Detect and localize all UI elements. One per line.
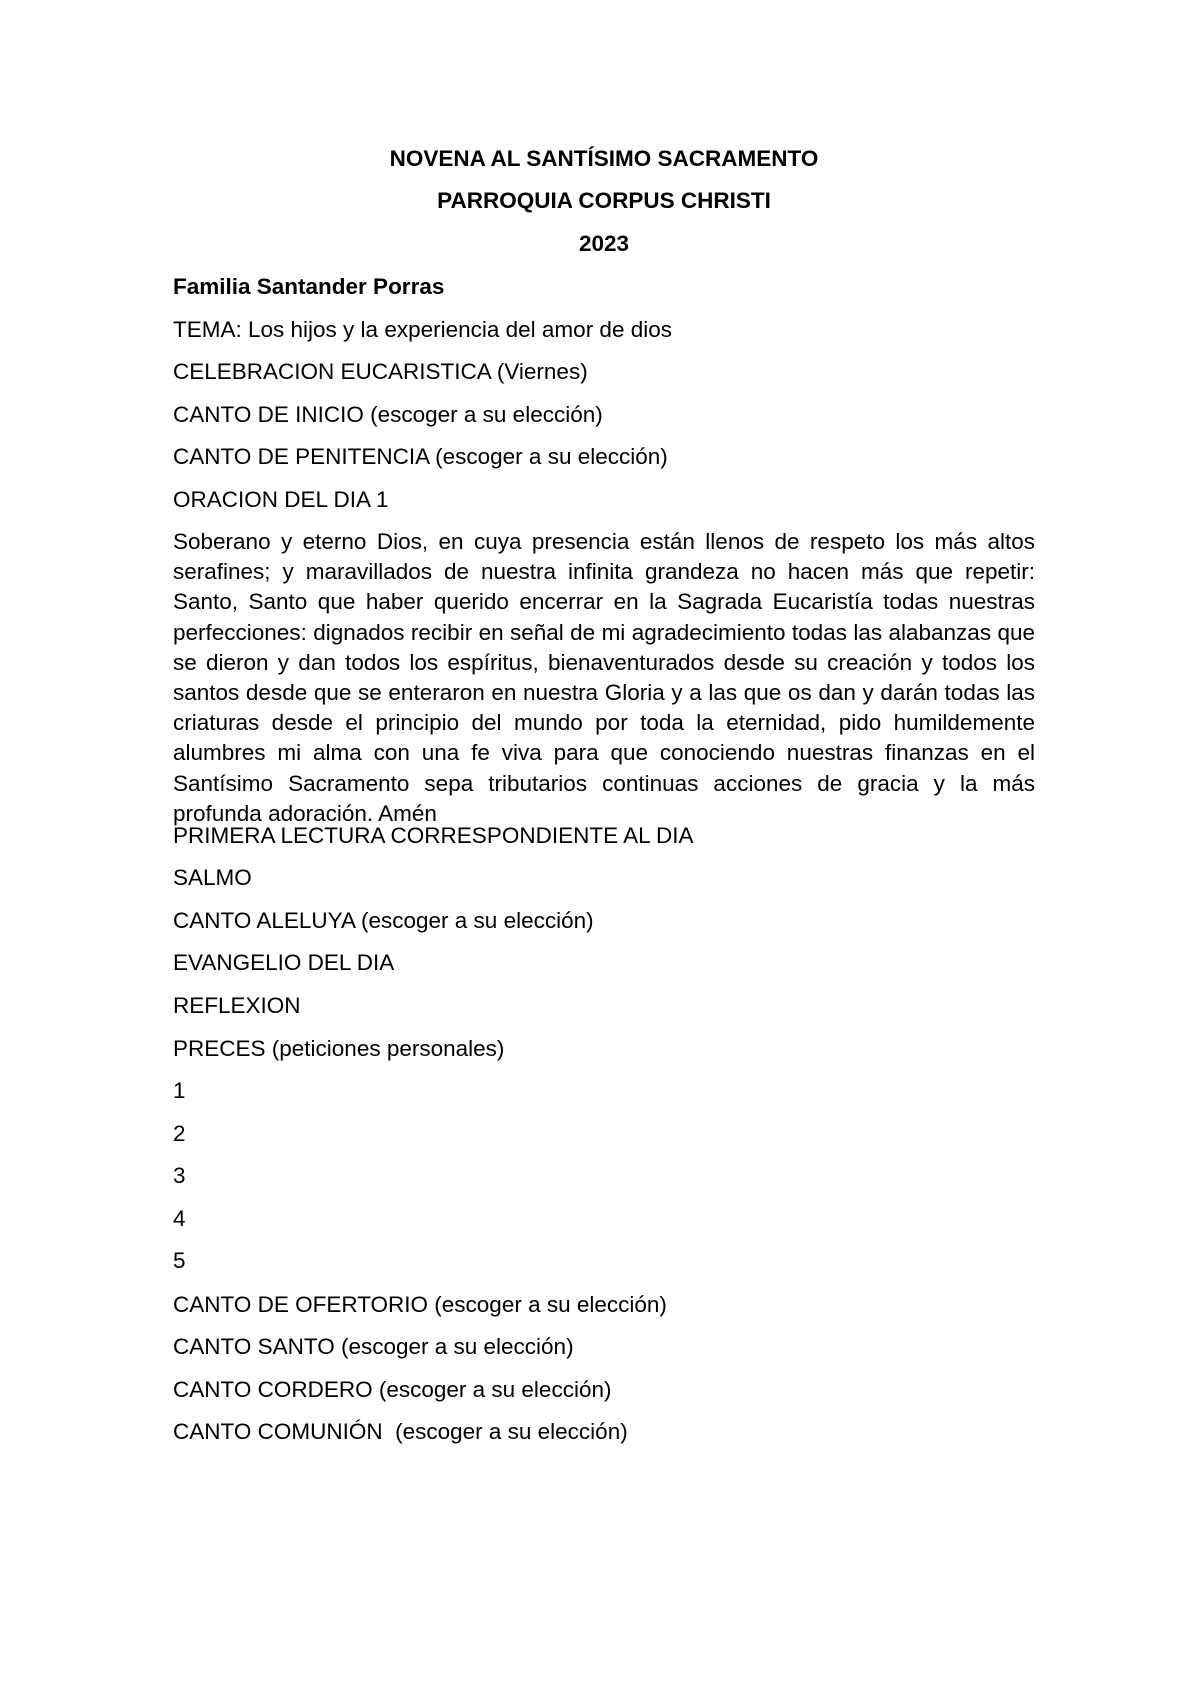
section-item: CANTO DE OFERTORIO (escoger a su elección) — [173, 1292, 667, 1317]
theme-line: TEMA: Los hijos y la experiencia del amor de dios — [173, 317, 672, 342]
petition-number: 5 — [173, 1248, 186, 1273]
section-item: CANTO CORDERO (escoger a su elección) — [173, 1377, 612, 1402]
document-title: NOVENA AL SANTÍSIMO SACRAMENTO — [389, 146, 819, 171]
section-item: ORACION DEL DIA 1 — [173, 487, 389, 512]
parish-name: PARROQUIA CORPUS CHRISTI — [437, 188, 771, 213]
petition-number: 4 — [173, 1206, 186, 1231]
petition-number: 3 — [173, 1163, 186, 1188]
section-item: SALMO — [173, 865, 252, 890]
section-item: PRECES (peticiones personales) — [173, 1036, 505, 1061]
section-item: CANTO DE PENITENCIA (escoger a su elección) — [173, 444, 668, 469]
prayer-paragraph: Soberano y eterno Dios, en cuya presencia están llenos de respeto los más altos serafines; y maravillados de nuestra infinita grandeza no hacen más que repetir: Santo, Santo que haber querido encerrar en la Sagrada Eucaristía todas nuestras perfecciones: dignados recibir en señal de mi agradecimiento todas las alabanzas que se dieron y dan todos los espíritus, bienaventurados desde su creación y todos los santos desde que se enteraron en nuestra Gloria y a las que os dan y darán todas las criaturas desde el principio del mundo por toda la eternidad, pido humildemente alumbres mi alma con una fe viva para que conociendo nuestras finanzas en el Santísimo Sacramento sepa tributarios continuas acciones de gracia y la más profunda adoración. Amén — [173, 529, 1035, 826]
section-item: PRIMERA LECTURA CORRESPONDIENTE AL DIA — [173, 823, 694, 848]
section-item: CANTO ALELUYA (escoger a su elección) — [173, 908, 594, 933]
section-item: CANTO COMUNIÓN (escoger a su elección) — [173, 1419, 628, 1444]
section-item: EVANGELIO DEL DIA — [173, 950, 395, 975]
section-item: REFLEXION — [173, 993, 301, 1018]
petition-number: 2 — [173, 1121, 186, 1146]
section-item: CELEBRACION EUCARISTICA (Viernes) — [173, 359, 588, 384]
section-item: CANTO SANTO (escoger a su elección) — [173, 1334, 574, 1359]
section-item: CANTO DE INICIO (escoger a su elección) — [173, 402, 603, 427]
document-year: 2023 — [578, 231, 630, 256]
petition-number: 1 — [173, 1078, 186, 1103]
family-name: Familia Santander Porras — [173, 274, 445, 299]
